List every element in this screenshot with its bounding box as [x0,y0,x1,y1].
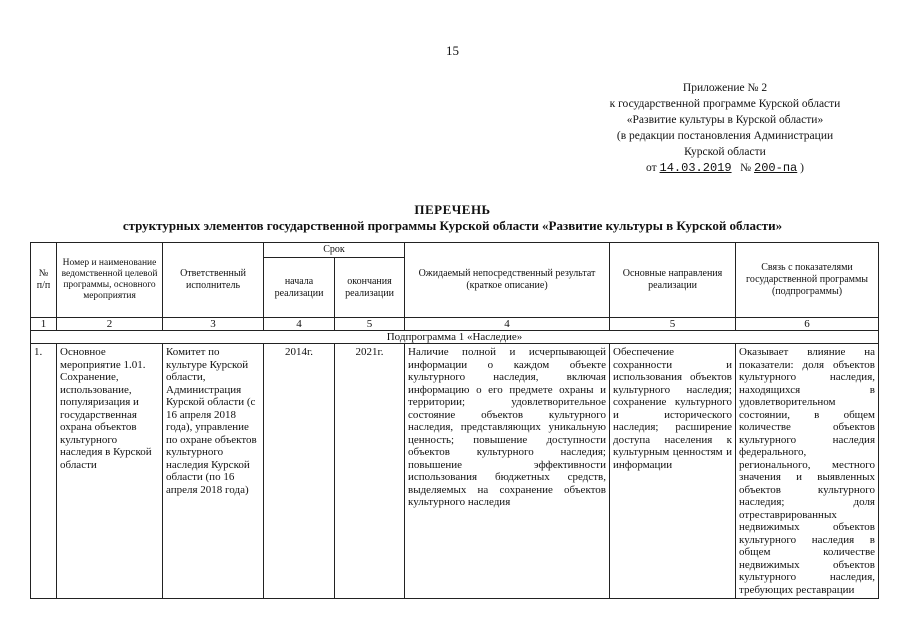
row-executor: Комитет по культуре Курской области, Администрация Курской области (с 16 апреля 2018 года), управление по охране объектов культурного наследия Курской области (по 16 апреля 2018 года) [163,344,264,599]
column-number: 4 [405,318,610,331]
date-value: 14.03.2019 [659,161,732,175]
column-number: 5 [335,318,405,331]
date-prefix: от [646,162,657,174]
row-directions: Обеспечение сохранности и использования объектов культурного наследия; сохранение культурного и исторического наследия; расширение доступа населения к культурным ценностям и информации [610,344,736,599]
subprogram-row: Подпрограмма 1 «Наследие» [31,331,879,344]
column-number: 3 [163,318,264,331]
column-number: 1 [31,318,57,331]
column-number: 2 [57,318,163,331]
appendix-line-2: к государственной программе Курской области [609,98,841,110]
structural-elements-table [30,242,879,599]
appendix-line-4: (в редакции постановления Администрации [616,130,834,142]
column-number: 5 [610,318,736,331]
header-name: Номер и наименование ведомственной целевой программы, основного мероприятия [57,243,163,318]
header-term: Срок [264,243,405,258]
appendix-block [560,80,890,176]
header-executor: Ответственный исполнитель [163,243,264,318]
document-title: ПЕРЕЧЕНЬ [414,202,491,217]
row-num: 1. [31,344,57,599]
header-end: окончания реализации [335,258,405,318]
number-prefix: № [740,162,752,174]
row-result: Наличие полной и исчерпывающей информации о каждом объекте культурного наследия, включая информацию о его предмете охраны и территории; удовлетворительное состояние объектов культурного наследия, представляющих уникальную ценность; повышение доступности объектов культурного наследия; повышение эффективности использования бюджетных средств, выделяемых на сохранение объектов культурного наследия [405,344,610,599]
appendix-line-1: Приложение № 2 [682,82,768,94]
appendix-line-5: Курской области [684,146,766,158]
table-row [31,344,879,599]
header-directions: Основные направления реализации [610,243,736,318]
row-link: Оказывает влияние на показатели: доля объектов культурного наследия, находящихся в удовлетворительном состоянии, в общем количестве объектов культурного наследия федерального, регионального, местного значения и выявленных объектов культурного наследия; доля отреставрированных недвижимых объектов культурного наследия в общем количестве недвижимых объектов культурного наследия, требующих реставрации [736,344,879,599]
header-start: начала реализации [264,258,335,318]
page-number: 15 [446,43,459,58]
closing-paren: ) [800,162,804,174]
row-start: 2014г. [264,344,335,599]
row-end: 2021г. [335,344,405,599]
header-result: Ожидаемый непосредственный результат (краткое описание) [405,243,610,318]
appendix-line-3: «Развитие культуры в Курской области» [626,114,824,126]
appendix-date-line [560,160,890,176]
header-num: № п/п [31,243,57,318]
row-name: Основное мероприятие 1.01. Сохранение, использование, популяризация и государственная охрана объектов культурного наследия в Курской области [57,344,163,599]
number-value: 200-па [754,161,798,175]
column-number: 4 [264,318,335,331]
column-number: 6 [736,318,879,331]
header-link: Связь с показателями государственной программы (подпрограммы) [736,243,879,318]
document-subtitle: структурных элементов государственной программы Курской области «Развитие культуры в Курской области» [122,218,783,233]
